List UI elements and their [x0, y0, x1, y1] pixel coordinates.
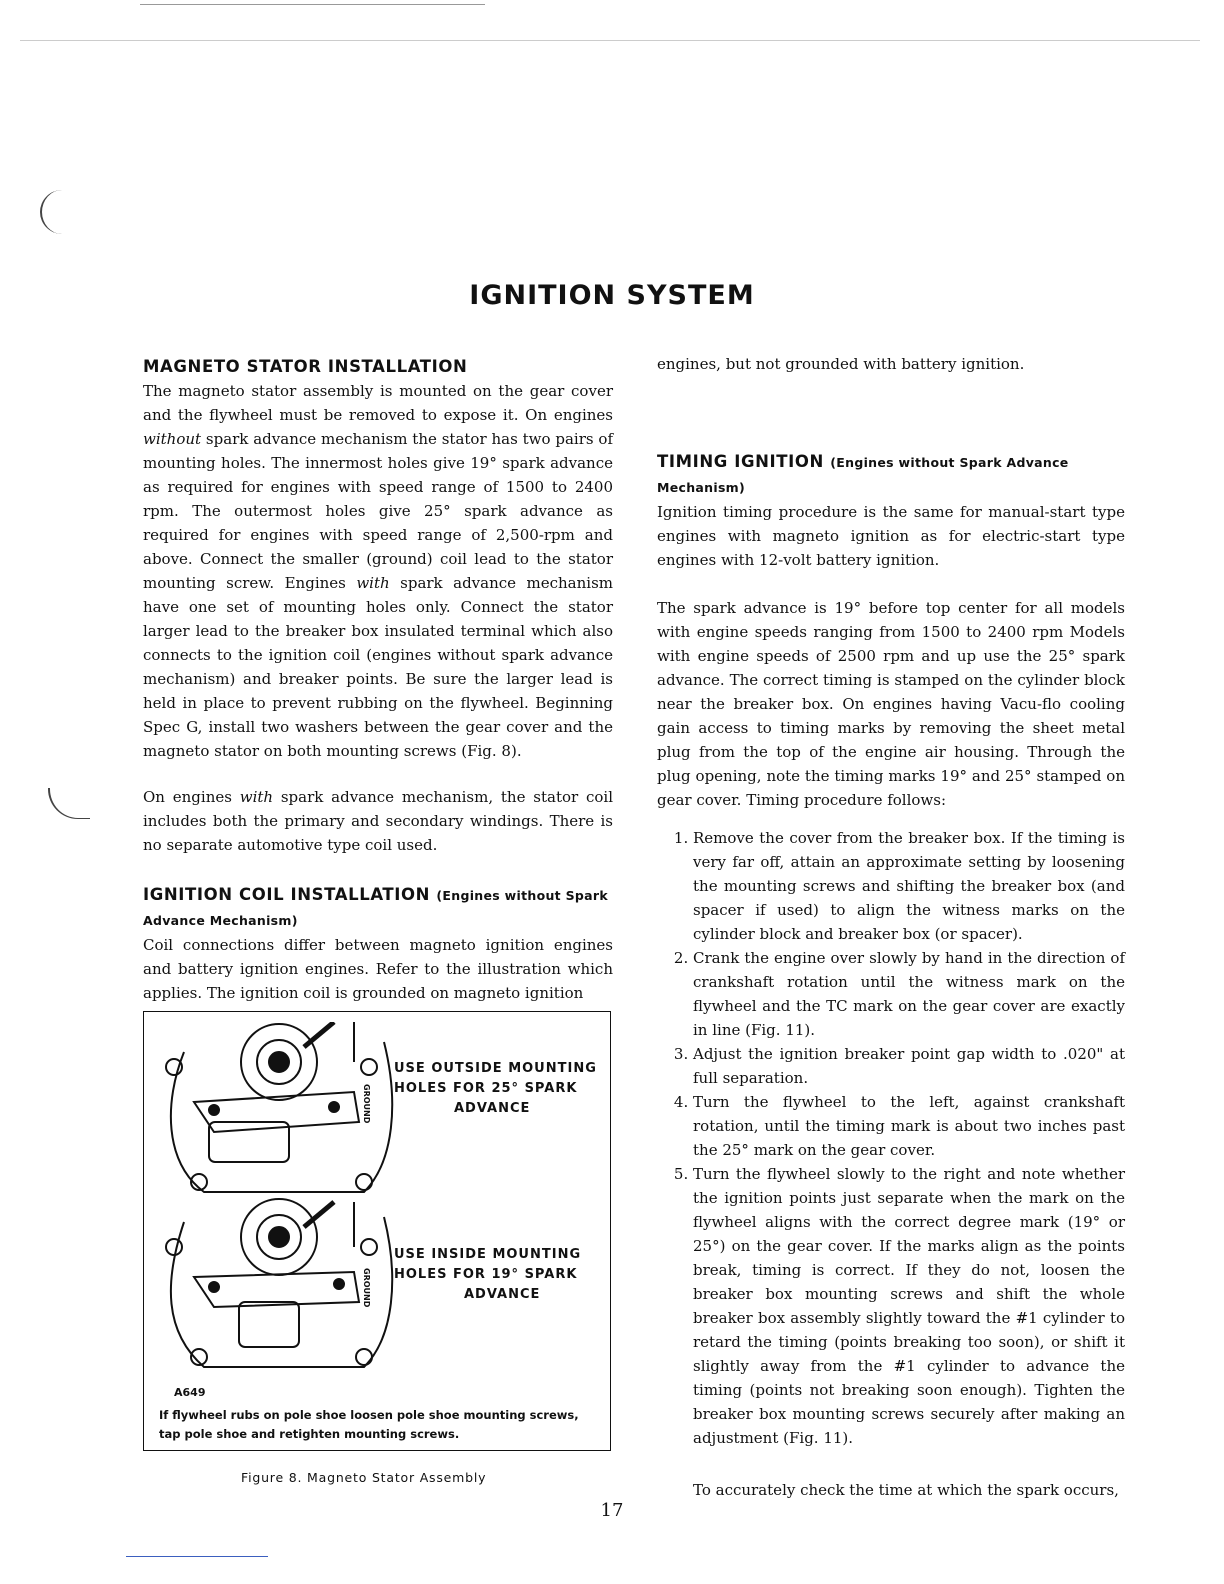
ground-label-top: GROUND	[362, 1084, 371, 1124]
scan-line-top	[140, 4, 485, 5]
section-heading-coil: IGNITION COIL INSTALLATION (Engines without Spark Advance Mechanism)	[143, 885, 608, 928]
figure-8-caption: Figure 8. Magneto Stator Assembly	[241, 1470, 487, 1485]
scan-line-dots	[20, 40, 1200, 41]
left-column	[143, 355, 613, 1005]
page-number: 17	[600, 1500, 624, 1521]
section-heading-timing: TIMING IGNITION (Engines without Spark Advance Mechanism)	[657, 452, 1069, 495]
binder-hole-bottom	[48, 788, 90, 819]
figure-label-outside: USE OUTSIDE MOUNTING HOLES FOR 25° SPARK ADVANCE	[394, 1061, 597, 1116]
timing-paragraph-3: To accurately check the time at which the spark occurs,	[693, 1481, 1119, 1499]
page-title: IGNITION SYSTEM	[469, 280, 755, 311]
ground-label-bottom: GROUND	[362, 1268, 371, 1308]
footer-rule	[126, 1556, 268, 1557]
list-item: 3. Adjust the ignition breaker point gap width to .020" at full separation.	[693, 1042, 1125, 1090]
figure-label-inside: USE INSIDE MOUNTING HOLES FOR 19° SPARK ADVANCE	[394, 1247, 582, 1302]
timing-paragraph-2: The spark advance is 19° before top center for all models with engine speeds ranging from 1500 to 2400 rpm Models with engine speeds of 2500 rpm and up use the 25° spark advance. The correct timing is stamped on the cylinder block near the breaker box. On engines having Vacu-flo cooling gain access to timing marks by removing the sheet metal plug from the top of the engine air housing. Through the plug opening, note the timing marks 19° and 25° stamped on gear cover. Timing procedure follows:	[657, 599, 1125, 809]
list-item: 4. Turn the flywheel to the left, against crankshaft rotation, until the timing mark is about two inches past the 25° mark on the gear cover.	[693, 1090, 1125, 1162]
magneto-paragraph-2: On engines with spark advance mechanism, the stator coil includes both the primary and secondary windings. There is no separate automotive type coil used.	[143, 788, 613, 854]
continuation-text: engines, but not grounded with battery ignition.	[657, 355, 1025, 373]
list-item: 2. Crank the engine over slowly by hand in the direction of crankshaft rotation until the witness mark on the flywheel and the TC mark on the gear cover are exactly in line (Fig. 11).	[693, 946, 1125, 1042]
magneto-paragraph-1: The magneto stator assembly is mounted on the gear cover and the flywheel must be removed to expose it. On engines without spark advance mechanism the stator has two pairs of mounting holes. The innermost holes give 19° spark advance as required for engines with speed range of 1500 to 2400 rpm. The outermost holes give 25° spark advance as required for engines with speed range of 2,500-rpm and above. Connect the smaller (ground) coil lead to the stator mounting screw. Engines with spark advance mechanism have one set of mounting holes only. Connect the stator larger lead to the breaker box insulated terminal which also connects to the ignition coil (engines without spark advance mechanism) and breaker points. Be sure the larger lead is held in place to prevent rubbing on the flywheel. Beginning Spec G, install two washers between the gear cover and the magneto stator on both mounting screws (Fig. 8).	[143, 382, 613, 760]
magneto-stator-illustration	[154, 1022, 414, 1392]
list-item: 1. Remove the cover from the breaker box. If the timing is very far off, attain an approximate setting by loosening the mounting screws and shifting the breaker box (and spacer if used) to align the witness marks on the cylinder block and breaker box (or spacer).	[693, 826, 1125, 946]
timing-steps-list	[657, 826, 1125, 1450]
figure-note: If flywheel rubs on pole shoe loosen pole shoe mounting screws, tap pole shoe and retighten mounting screws.	[159, 1408, 579, 1441]
right-column	[657, 352, 1125, 1502]
section-heading-magneto: MAGNETO STATOR INSTALLATION	[143, 357, 468, 376]
figure-8-box	[143, 1011, 611, 1451]
list-item: 5. Turn the flywheel slowly to the right and note whether the ignition points just separate when the mark on the flywheel aligns with the correct degree mark (19° or 25°) on the gear cover. If the marks align as the points break, timing is correct. If they do not, loosen the breaker box mounting screws and shift the whole breaker box assembly slightly toward the #1 cylinder to retard the timing (points breaking too soon), or shift it slightly away from the #1 cylinder to advance the timing (points not breaking soon enough). Tighten the breaker box mounting screws securely after making an adjustment (Fig. 11).	[693, 1162, 1125, 1450]
coil-paragraph: Coil connections differ between magneto ignition engines and battery ignition engines. Refer to the illustration which applies. The ignition coil is grounded on magneto ignition	[143, 936, 613, 1002]
binder-hole-top	[40, 190, 70, 234]
timing-paragraph-1: Ignition timing procedure is the same for manual-start type engines with magneto ignition as for electric-start type engines with 12-volt battery ignition.	[657, 503, 1125, 569]
figure-code: A649	[174, 1386, 206, 1399]
